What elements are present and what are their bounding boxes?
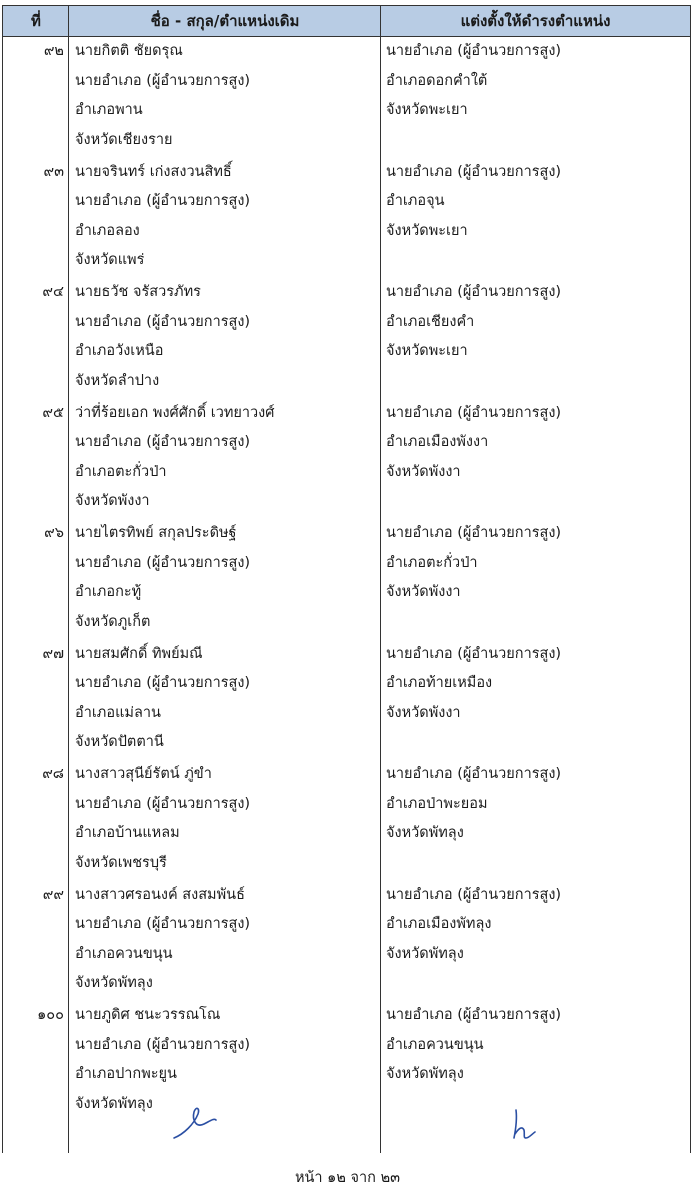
new-position-line: จังหวัดพังงา	[386, 584, 461, 600]
row-number: ๙๖	[44, 525, 64, 541]
new-position-cell	[386, 158, 686, 247]
new-position-line: อำเภอควนขนุน	[386, 1036, 484, 1053]
table-row	[2, 278, 691, 399]
new-position-line: นายอำเภอ (ผู้อำนวยการสูง)	[386, 766, 562, 782]
previous-position-cell	[75, 37, 375, 155]
previous-position-line: นายอำเภอ (ผู้อำนวยการสูง)	[75, 72, 251, 89]
previous-position-line: อำเภอวังเหนือ	[75, 343, 164, 359]
previous-position-line: จังหวัดพัทลุง	[75, 975, 153, 991]
new-position-line: จังหวัดพัทลุง	[386, 825, 464, 841]
new-position-line: นายอำเภอ (ผู้อำนวยการสูง)	[386, 43, 562, 59]
new-position-line: นายอำเภอ (ผู้อำนวยการสูง)	[386, 404, 562, 421]
new-position-cell	[386, 881, 686, 970]
previous-position-line: จังหวัดลำปาง	[75, 372, 160, 389]
header-previous-position: ชื่อ - สกุล/ตำแหน่งเดิม	[150, 12, 300, 30]
table-header	[2, 5, 691, 37]
table-row	[2, 881, 691, 1002]
signature-right	[510, 1104, 540, 1144]
header-number: ที่	[31, 12, 41, 30]
previous-position-cell	[75, 881, 375, 999]
row-number: ๙๘	[42, 766, 64, 782]
previous-position-line: นายอำเภอ (ผู้อำนวยการสูง)	[75, 434, 251, 450]
previous-position-line: จังหวัดพัทลุง	[75, 1095, 153, 1112]
previous-position-cell	[75, 760, 375, 878]
new-position-cell	[386, 1001, 686, 1090]
new-position-line: นายอำเภอ (ผู้อำนวยการสูง)	[386, 1007, 562, 1023]
new-position-line: อำเภอจุน	[386, 193, 445, 209]
previous-position-line: นายจรินทร์ เก่งสงวนสิทธิ์	[75, 163, 232, 180]
table-row	[2, 399, 691, 520]
new-position-cell	[386, 37, 686, 126]
new-position-line: อำเภอเมืองพัทลุง	[386, 916, 492, 932]
previous-position-line: อำเภอควนขนุน	[75, 945, 173, 962]
new-position-line: อำเภอป่าพะยอม	[386, 795, 488, 812]
previous-position-line: จังหวัดแพร่	[75, 252, 145, 268]
table-row	[2, 760, 691, 881]
previous-position-line: นายธวัช จรัสวรภัทร	[75, 284, 201, 300]
new-position-line: จังหวัดพะเยา	[386, 102, 468, 118]
previous-position-line: นายอำเภอ (ผู้อำนวยการสูง)	[75, 916, 251, 932]
previous-position-cell	[75, 399, 375, 517]
previous-position-cell	[75, 278, 375, 396]
row-number: ๙๕	[42, 404, 64, 421]
new-position-line: อำเภอเมืองพังงา	[386, 434, 489, 450]
previous-position-line: จังหวัดเชียงราย	[75, 131, 173, 148]
page-number: หน้า ๑๒ จาก ๒๓	[294, 1170, 401, 1186]
signature-left	[170, 1100, 220, 1144]
row-number: ๙๙	[42, 886, 64, 903]
new-position-line: อำเภอท้ายเหมือง	[386, 675, 493, 691]
previous-position-line: ว่าที่ร้อยเอก พงศ์ศักดิ์ เวทยาวงศ์	[75, 404, 275, 421]
new-position-line: จังหวัดพะเยา	[386, 343, 468, 359]
row-number: ๙๒	[43, 43, 64, 59]
new-position-cell	[386, 760, 686, 849]
previous-position-line: จังหวัดปัตตานี	[75, 734, 164, 750]
row-number: ๙๗	[42, 645, 64, 662]
row-number: ๙๔	[42, 284, 64, 300]
previous-position-line: นางสาวสุนีย์รัตน์ ภู่ขำ	[75, 766, 212, 782]
table-body	[2, 37, 691, 1122]
new-position-cell	[386, 640, 686, 729]
row-number: ๑๐๐	[37, 1007, 64, 1023]
previous-position-line: นายอำเภอ (ผู้อำนวยการสูง)	[75, 313, 251, 330]
row-number: ๙๓	[43, 163, 64, 180]
previous-position-line: อำเภอปากพะยูน	[75, 1066, 177, 1082]
previous-position-line: จังหวัดพังงา	[75, 493, 150, 509]
previous-position-line: นางสาวศรอนงค์ สงสมพันธ์	[75, 886, 245, 903]
previous-position-line: นายสมศักดิ์ ทิพย์มณี	[75, 645, 203, 662]
previous-position-line: นายไตรทิพย์ สกุลประดิษฐ์	[75, 525, 237, 541]
previous-position-line: นายอำเภอ (ผู้อำนวยการสูง)	[75, 675, 251, 691]
previous-position-line: อำเภอพาน	[75, 102, 143, 118]
new-position-line: นายอำเภอ (ผู้อำนวยการสูง)	[386, 284, 562, 300]
new-position-line: จังหวัดพัทลุง	[386, 945, 464, 962]
previous-position-cell	[75, 1001, 375, 1119]
appointment-table	[2, 5, 691, 1153]
previous-position-line: อำเภอกะทู้	[75, 584, 142, 600]
previous-position-line: อำเภอตะกั่วป่า	[75, 463, 167, 480]
new-position-line: จังหวัดพัทลุง	[386, 1066, 464, 1082]
new-position-cell	[386, 519, 686, 608]
previous-position-line: อำเภอแม่ลาน	[75, 704, 161, 721]
new-position-line: อำเภอเชียงคำ	[386, 313, 475, 330]
new-position-cell	[386, 399, 686, 488]
header-new-position: แต่งตั้งให้ดำรงตำแหน่ง	[460, 12, 611, 30]
new-position-line: นายอำเภอ (ผู้อำนวยการสูง)	[386, 886, 562, 903]
previous-position-cell	[75, 640, 375, 758]
previous-position-line: จังหวัดเพชรบุรี	[75, 854, 167, 871]
previous-position-line: อำเภอลอง	[75, 222, 140, 239]
new-position-line: นายอำเภอ (ผู้อำนวยการสูง)	[386, 163, 562, 180]
previous-position-line: นายกิตติ ชัยดรุณ	[75, 43, 183, 59]
previous-position-cell	[75, 519, 375, 637]
new-position-line: นายอำเภอ (ผู้อำนวยการสูง)	[386, 645, 562, 662]
previous-position-line: นายภูดิศ ชนะวรรณโณ	[75, 1007, 221, 1023]
table-row	[2, 1001, 691, 1122]
new-position-line: จังหวัดพังงา	[386, 463, 461, 480]
table-row	[2, 158, 691, 279]
new-position-line: นายอำเภอ (ผู้อำนวยการสูง)	[386, 525, 562, 541]
new-position-line: อำเภอดอกคำใต้	[386, 72, 488, 89]
previous-position-line: นายอำเภอ (ผู้อำนวยการสูง)	[75, 1036, 251, 1053]
new-position-cell	[386, 278, 686, 367]
new-position-line: อำเภอตะกั่วป่า	[386, 554, 478, 571]
previous-position-line: นายอำเภอ (ผู้อำนวยการสูง)	[75, 193, 251, 209]
previous-position-cell	[75, 158, 375, 276]
table-row	[2, 640, 691, 761]
previous-position-line: อำเภอบ้านแหลม	[75, 825, 180, 841]
new-position-line: จังหวัดพะเยา	[386, 222, 468, 239]
table-row	[2, 37, 691, 158]
previous-position-line: นายอำเภอ (ผู้อำนวยการสูง)	[75, 795, 251, 812]
previous-position-line: จังหวัดภูเก็ต	[75, 613, 151, 630]
new-position-line: จังหวัดพังงา	[386, 704, 461, 721]
table-row	[2, 519, 691, 640]
previous-position-line: นายอำเภอ (ผู้อำนวยการสูง)	[75, 554, 251, 571]
